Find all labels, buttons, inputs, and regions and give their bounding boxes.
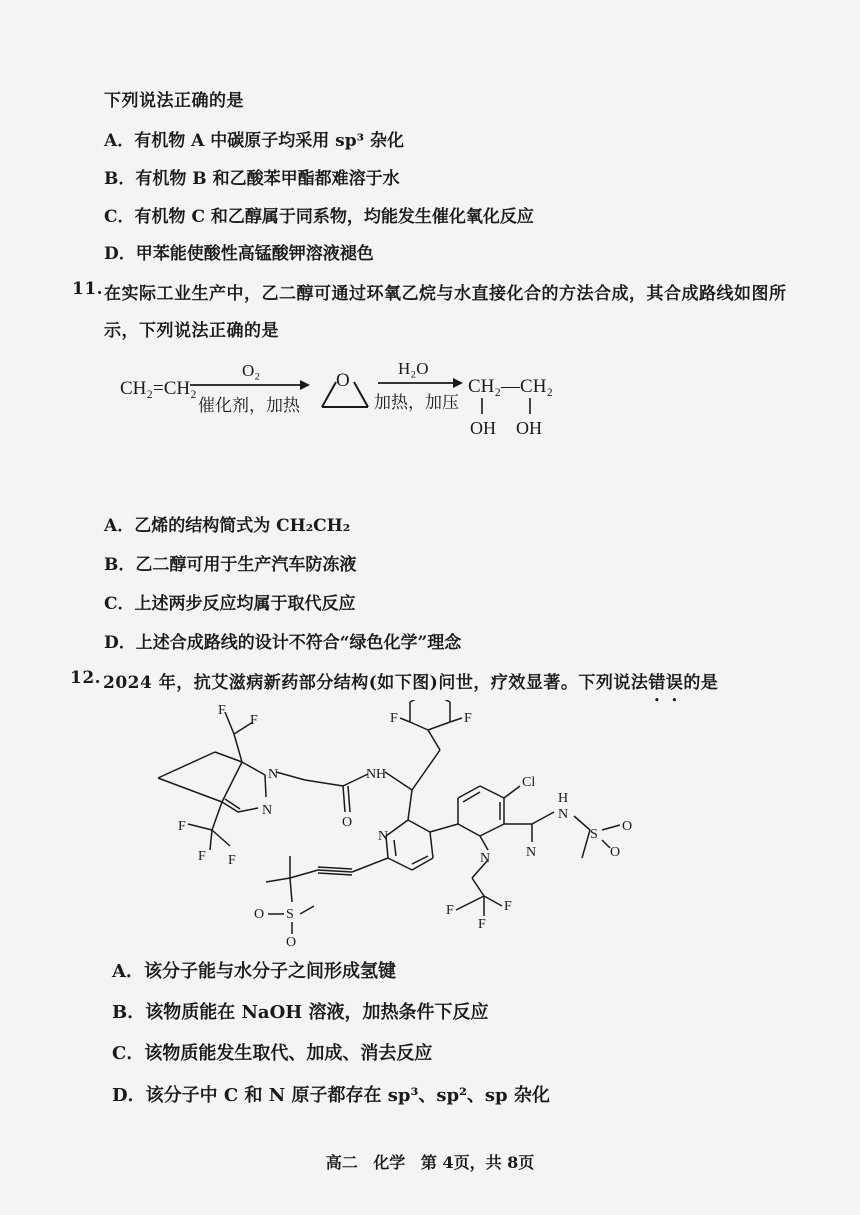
step1-reagent: O₂ <box>242 361 261 380</box>
atom-n-indazole-2: N <box>526 845 537 860</box>
q10-intro: 下列说法正确的是 <box>104 91 244 111</box>
footer-subject: 化学 <box>373 1153 406 1172</box>
ethylene-formula: CH₂=CH₂ <box>120 378 197 399</box>
atom-f-3: F <box>178 819 186 834</box>
atom-h-amide: H <box>376 767 387 782</box>
footer-grade: 高二 <box>325 1153 358 1172</box>
q11-option-c: C．上述两步反应均属于取代反应 <box>104 594 356 614</box>
atom-n-pyridine: N <box>378 829 389 844</box>
q12-emphasis-2: 误 <box>665 673 684 693</box>
atom-s-2: S <box>286 907 294 922</box>
atom-f-5: F <box>228 853 236 868</box>
ethylene-oxide-structure <box>322 370 368 407</box>
q12-emphasis-1: 错 <box>648 673 666 693</box>
atom-n-indazole-1: N <box>480 851 491 866</box>
glycol-oh-2: OH <box>516 418 542 438</box>
atom-o-3: O <box>622 819 633 834</box>
atom-n-1: N <box>268 767 279 782</box>
q12-number: 12. <box>70 668 102 688</box>
atom-h-sulfonamide: H <box>558 791 569 806</box>
atom-f-8: F <box>446 903 454 918</box>
atom-n-2: N <box>262 803 273 818</box>
q11-option-d: D．上述合成路线的设计不符合“绿色化学”理念 <box>104 633 462 653</box>
q11-option-a: A．乙烯的结构简式为 CH₂CH₂ <box>104 516 351 536</box>
atom-n-amide: N <box>366 767 377 782</box>
q10-option-a: A．有机物 A 中碳原子均采用 sp³ 杂化 <box>104 131 404 151</box>
step1-conditions: 催化剂，加热 <box>198 396 300 415</box>
atom-f-6: F <box>390 711 398 726</box>
step1-arrowhead <box>300 380 310 390</box>
q11-number: 11. <box>72 279 104 299</box>
atom-s-1: S <box>590 827 598 842</box>
q12-stem-before: 2024 年，抗艾滋病新药部分结构(如下图)问世，疗效显著。下列说法 <box>103 673 649 693</box>
q12-stem-after: 的是 <box>683 673 719 693</box>
atom-cl: Cl <box>522 775 536 790</box>
atom-o-5: O <box>286 935 297 950</box>
q12-option-a: A．该分子能与水分子之间形成氢键 <box>112 961 396 982</box>
atom-f-1: F <box>218 703 226 718</box>
footer-page: 第 4页，共 8页 <box>420 1153 535 1172</box>
q12-stem <box>103 668 718 693</box>
q11-stem-line1: 在实际工业生产中，乙二醇可通过环氧乙烷与水直接化合的方法合成，其合成路线如图所 <box>104 284 787 304</box>
glycol-oh-1: OH <box>470 418 496 438</box>
q11-stem-line2: 示，下列说法正确的是 <box>104 321 279 341</box>
q12-option-d: D．该分子中 C 和 N 原子都存在 sp³、sp²、sp 杂化 <box>112 1085 550 1106</box>
epoxide-oxygen: O <box>336 370 350 391</box>
q10-option-d: D．甲苯能使酸性高锰酸钾溶液褪色 <box>104 244 374 264</box>
q10-option-b: B．有机物 B 和乙酸苯甲酯都难溶于水 <box>104 169 400 189</box>
ethylene-glycol-top: CH₂—CH₂ <box>468 376 554 397</box>
q10-option-c: C．有机物 C 和乙醇属于同系物，均能发生催化氧化反应 <box>104 207 534 227</box>
step2-reagent: H₂O <box>398 359 429 378</box>
q12-molecular-structure <box>150 700 650 950</box>
atom-f-2: F <box>250 713 258 728</box>
q12-option-b: B．该物质能在 NaOH 溶液，加热条件下反应 <box>112 1002 489 1023</box>
atom-o-4: O <box>254 907 265 922</box>
q12-option-c: C．该物质能发生取代、加成、消去反应 <box>112 1043 433 1064</box>
atom-f-7: F <box>464 711 472 726</box>
q11-reaction-scheme <box>110 352 570 452</box>
page-footer <box>0 1150 860 1173</box>
atom-n-sulfonamide: N <box>558 807 569 822</box>
step2-arrowhead <box>453 378 463 388</box>
atom-o-2: O <box>610 845 621 860</box>
atom-o-1: O <box>342 815 353 830</box>
atom-f-10: F <box>478 917 486 932</box>
step2-conditions: 加热，加压 <box>374 393 459 412</box>
q11-option-b: B．乙二醇可用于生产汽车防冻液 <box>104 555 357 575</box>
atom-f-4: F <box>198 849 206 864</box>
atom-f-9: F <box>504 899 512 914</box>
